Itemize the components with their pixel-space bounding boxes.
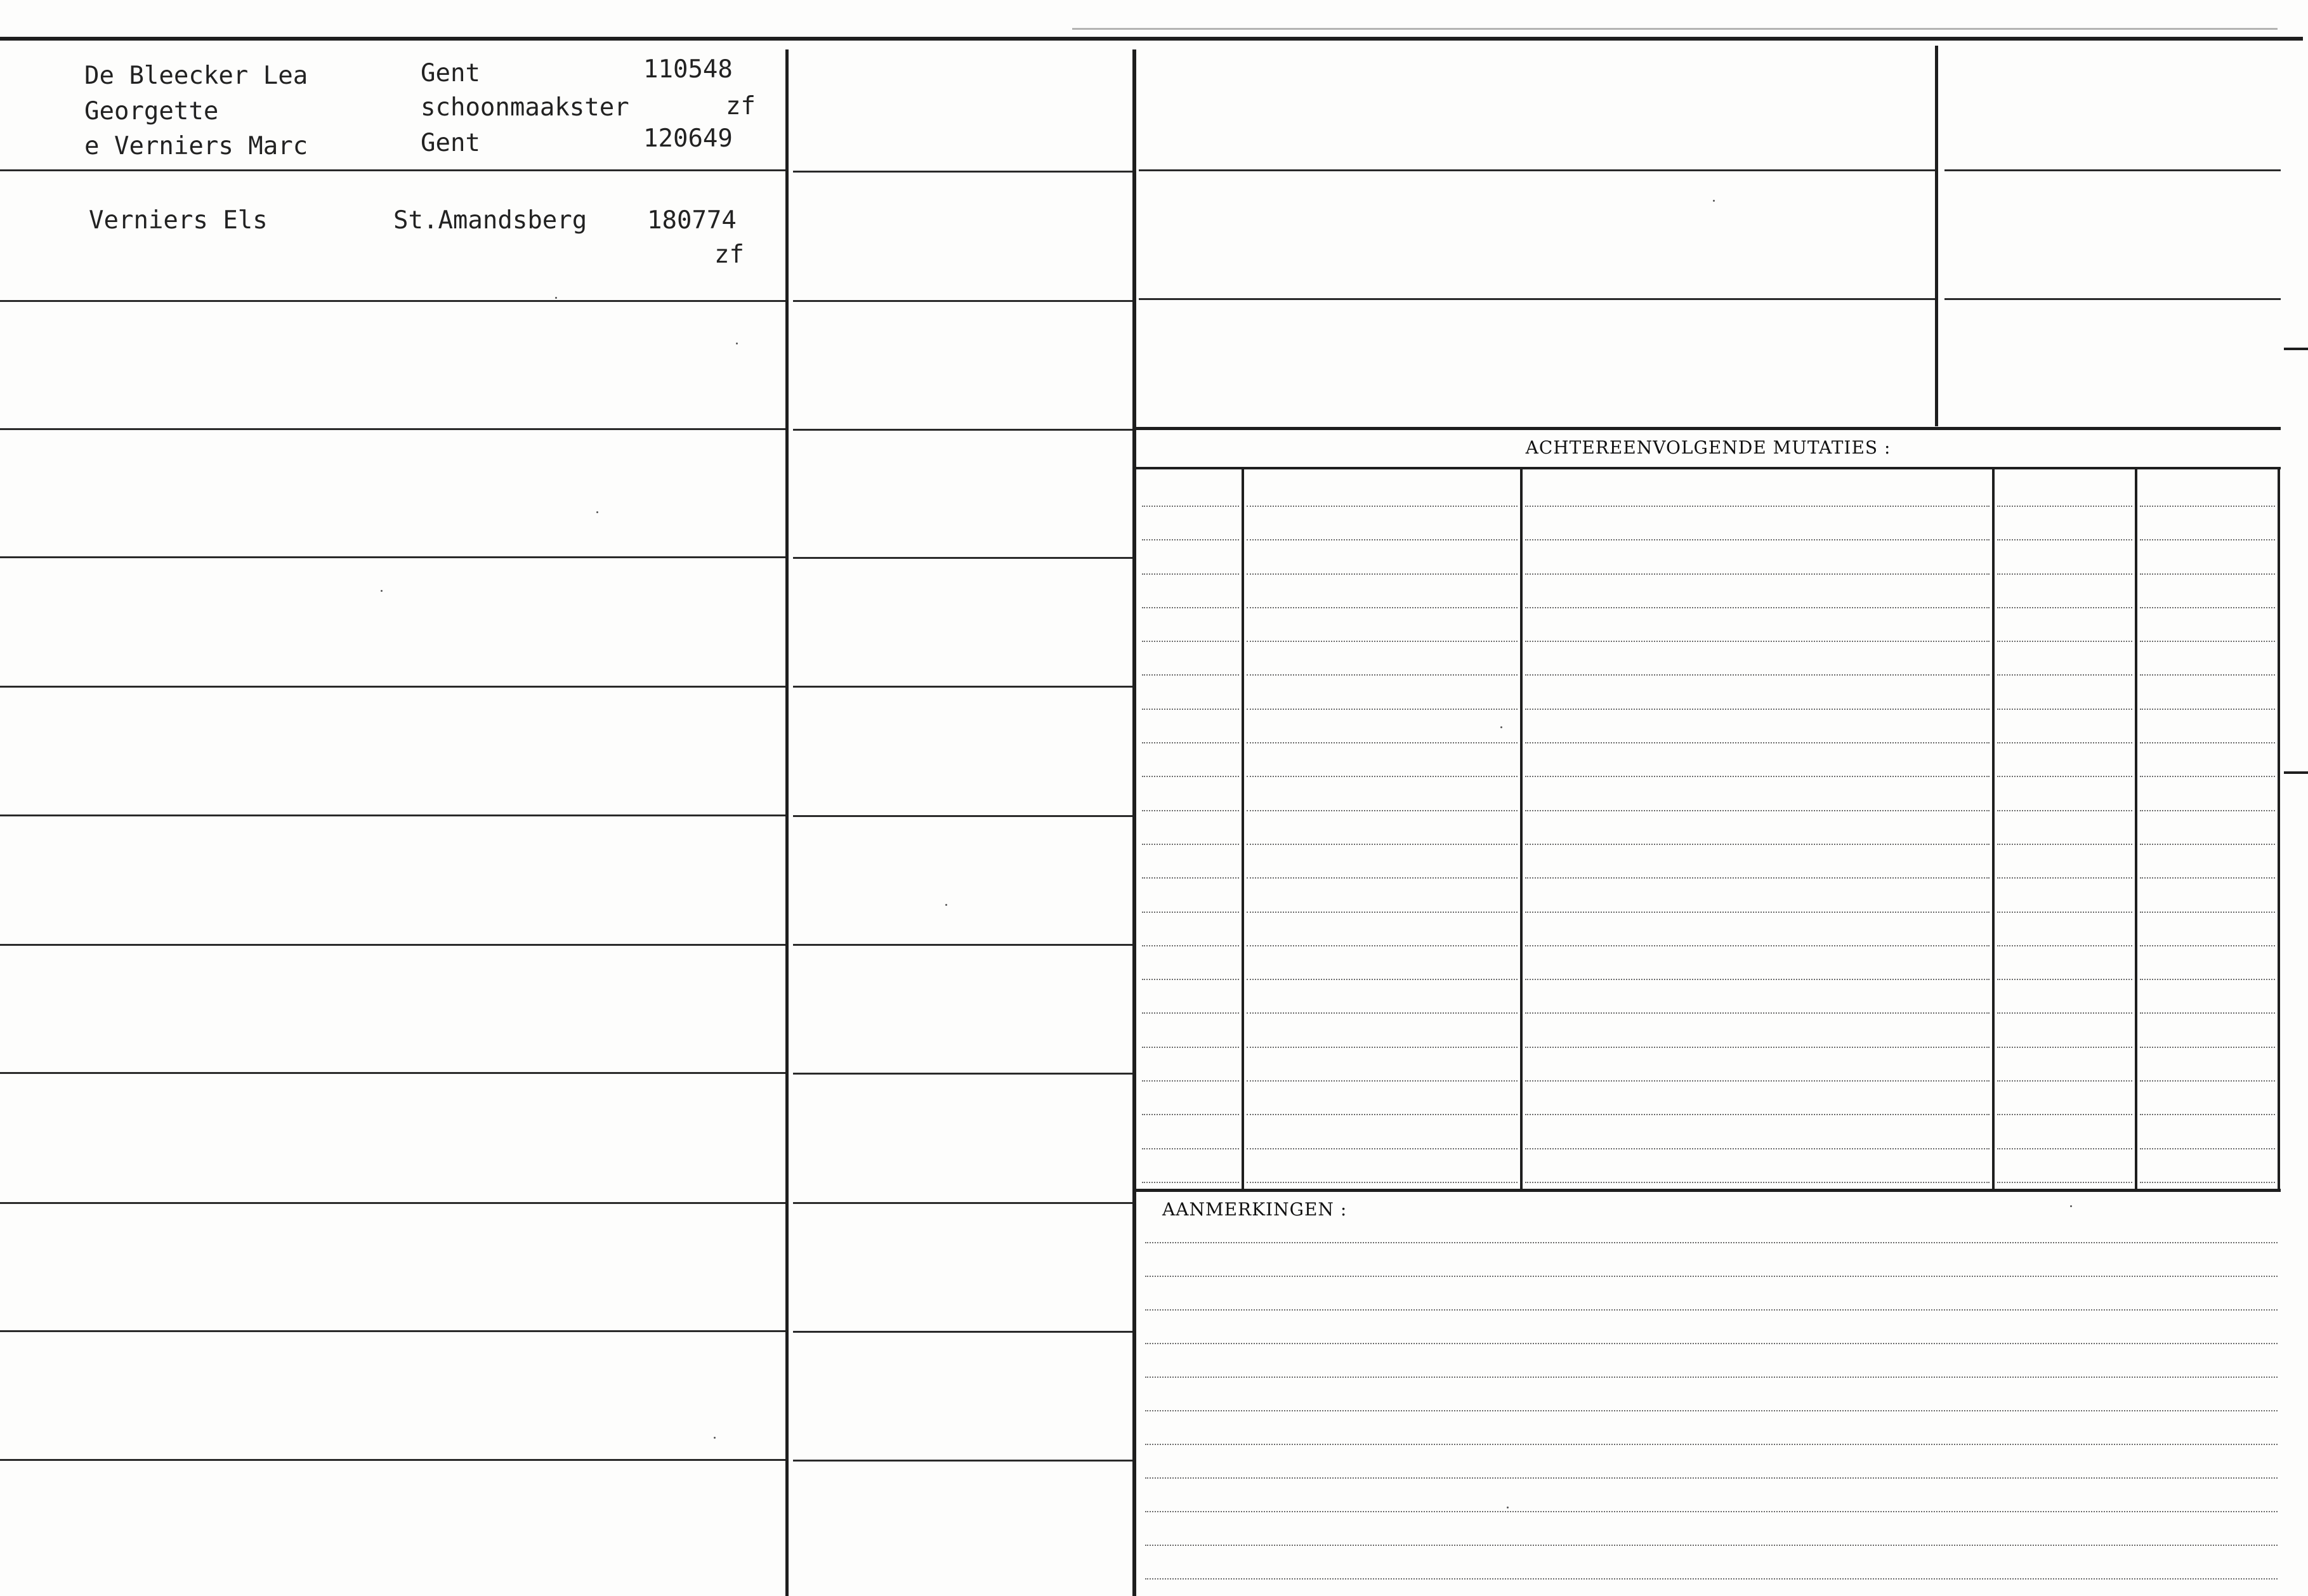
- mutations-ruled-line: [1997, 1080, 2132, 1082]
- right-row-line: [1139, 169, 1935, 171]
- mutations-ruled-line: [1997, 844, 2132, 845]
- mutations-ruled-line: [1997, 1012, 2132, 1014]
- mutations-ruled-line: [1142, 1114, 1239, 1115]
- mutations-ruled-line: [1247, 674, 1518, 676]
- mutations-ruled-line: [1525, 979, 1990, 980]
- left-column-divider: [785, 49, 789, 1596]
- middle-row-line: [793, 815, 1132, 817]
- mutations-ruled-line: [1997, 1047, 2132, 1048]
- mutations-ruled-line: [1247, 607, 1518, 608]
- mutations-ruled-line: [1997, 979, 2132, 980]
- mutations-ruled-line: [1142, 945, 1239, 946]
- top-border: [0, 37, 2303, 41]
- mutations-ruled-line: [1142, 776, 1239, 777]
- remarks-ruled-line: [1145, 1444, 2278, 1445]
- entry-1-occupation: schoonmaakster: [421, 93, 629, 122]
- right-upper-divider: [1935, 46, 1938, 426]
- mutations-ruled-line: [2140, 1012, 2275, 1014]
- mutations-ruled-line: [1997, 877, 2132, 879]
- mutations-ruled-line: [1525, 945, 1990, 946]
- right-row-line: [1944, 169, 2281, 171]
- row-line: [0, 428, 785, 430]
- scan-speck: [736, 343, 738, 344]
- right-row-line: [1139, 298, 1935, 300]
- row-line: [0, 1459, 785, 1461]
- remarks-ruled-line: [1145, 1477, 2278, 1479]
- entry-2-name: Verniers Els: [89, 206, 268, 235]
- entry-1-date-1: 110548: [643, 55, 733, 84]
- remarks-ruled-line: [1145, 1276, 2278, 1277]
- mutations-ruled-line: [2140, 674, 2275, 676]
- mutations-ruled-line: [2140, 573, 2275, 575]
- mutations-ruled-line: [1142, 607, 1239, 608]
- mutations-ruled-line: [1247, 539, 1518, 540]
- middle-row-line: [793, 1331, 1132, 1333]
- remarks-heading: AANMERKINGEN :: [1162, 1199, 1347, 1220]
- mutations-ruled-line: [1247, 641, 1518, 642]
- mutations-ruled-line: [1997, 1182, 2132, 1183]
- mutations-ruled-line: [1525, 1080, 1990, 1082]
- mutations-ruled-line: [2140, 1182, 2275, 1183]
- remarks-ruled-line: [1145, 1377, 2278, 1378]
- mutations-ruled-line: [1997, 1148, 2132, 1149]
- mutations-ruled-line: [1142, 1080, 1239, 1082]
- mutations-ruled-line: [1997, 539, 2132, 540]
- mutations-ruled-line: [1142, 573, 1239, 575]
- row-line: [0, 169, 785, 171]
- scan-speck: [555, 297, 557, 299]
- scan-speck: [1713, 200, 1715, 202]
- mutations-ruled-line: [1247, 1182, 1518, 1183]
- mutations-ruled-line: [1142, 844, 1239, 845]
- mutations-ruled-line: [1142, 1182, 1239, 1183]
- middle-row-line: [793, 944, 1132, 946]
- middle-column-divider: [1132, 49, 1136, 1596]
- mutations-ruled-line: [1247, 1047, 1518, 1048]
- entry-1-place-2: Gent: [421, 129, 480, 157]
- mutations-ruled-line: [1247, 979, 1518, 980]
- mutations-ruled-line: [1525, 674, 1990, 676]
- mutations-ruled-line: [1997, 506, 2132, 507]
- mutations-ruled-line: [1142, 912, 1239, 913]
- mutations-ruled-line: [1525, 877, 1990, 879]
- mutations-ruled-line: [1997, 674, 2132, 676]
- entry-2-place: St.Amandsberg: [393, 206, 587, 235]
- mutations-ruled-line: [2140, 607, 2275, 608]
- entry-2-date: 180774: [647, 206, 737, 235]
- mutations-ruled-line: [1997, 641, 2132, 642]
- mutations-ruled-line: [1247, 1080, 1518, 1082]
- mutations-ruled-line: [1247, 709, 1518, 710]
- middle-row-line: [793, 557, 1132, 559]
- row-line: [0, 944, 785, 946]
- remarks-ruled-line: [1145, 1309, 2278, 1311]
- mutations-ruled-line: [2140, 945, 2275, 946]
- mutations-ruled-line: [1525, 1047, 1990, 1048]
- mutations-ruled-line: [1247, 776, 1518, 777]
- mutations-ruled-line: [1142, 674, 1239, 676]
- mutations-ruled-line: [1142, 539, 1239, 540]
- mutations-ruled-line: [1247, 1012, 1518, 1014]
- scan-speck: [2070, 1205, 2072, 1207]
- mutations-top-border: [1136, 427, 2281, 430]
- mutations-ruled-line: [1525, 641, 1990, 642]
- mutations-ruled-line: [1997, 810, 2132, 811]
- right-edge-tick: [2284, 348, 2308, 350]
- mutations-ruled-line: [2140, 877, 2275, 879]
- mutations-ruled-line: [1142, 506, 1239, 507]
- scan-speck: [714, 1437, 716, 1439]
- middle-row-line: [793, 171, 1132, 173]
- mutations-ruled-line: [1247, 945, 1518, 946]
- mutations-ruled-line: [2140, 1148, 2275, 1149]
- mutations-column-divider: [1520, 469, 1523, 1189]
- mutations-ruled-line: [1997, 709, 2132, 710]
- mutations-column-divider: [1992, 469, 1995, 1189]
- remarks-ruled-line: [1145, 1343, 2278, 1344]
- remarks-ruled-line: [1145, 1410, 2278, 1411]
- mutations-header-rule: [1136, 467, 2281, 469]
- mutations-ruled-line: [1525, 539, 1990, 540]
- mutations-ruled-line: [1142, 1047, 1239, 1048]
- entry-1-name-line-3: e Verniers Marc: [84, 132, 308, 160]
- mutations-ruled-line: [2140, 1047, 2275, 1048]
- mutations-ruled-line: [1142, 877, 1239, 879]
- mutations-ruled-line: [2140, 912, 2275, 913]
- remarks-ruled-line: [1145, 1578, 2278, 1580]
- mutations-ruled-line: [2140, 810, 2275, 811]
- row-line: [0, 1072, 785, 1074]
- mutations-right-border: [2278, 469, 2280, 1189]
- mutations-ruled-line: [2140, 742, 2275, 743]
- mutations-ruled-line: [1525, 1148, 1990, 1149]
- middle-row-line: [793, 429, 1132, 431]
- mutations-ruled-line: [1997, 607, 2132, 608]
- row-line: [0, 556, 785, 558]
- mutations-ruled-line: [1525, 810, 1990, 811]
- mutations-ruled-line: [1525, 506, 1990, 507]
- mutations-ruled-line: [1142, 979, 1239, 980]
- middle-row-line: [793, 1073, 1132, 1075]
- mutations-ruled-line: [2140, 709, 2275, 710]
- top-dashed-strip: [1072, 28, 2278, 30]
- row-line: [0, 686, 785, 688]
- mutations-ruled-line: [1247, 877, 1518, 879]
- middle-row-line: [793, 686, 1132, 688]
- mutations-ruled-line: [1142, 1148, 1239, 1149]
- mutations-ruled-line: [1525, 1182, 1990, 1183]
- mutations-ruled-line: [1525, 912, 1990, 913]
- entry-1-note: zf: [726, 92, 756, 121]
- mutations-column-divider: [2135, 469, 2137, 1189]
- mutations-ruled-line: [1997, 776, 2132, 777]
- mutations-ruled-line: [1142, 1012, 1239, 1014]
- entry-1-date-2: 120649: [643, 124, 733, 153]
- middle-row-line: [793, 1202, 1132, 1204]
- mutations-ruled-line: [1247, 573, 1518, 575]
- mutations-ruled-line: [1997, 573, 2132, 575]
- mutations-ruled-line: [1247, 506, 1518, 507]
- scan-speck: [1507, 1507, 1509, 1508]
- remarks-ruled-line: [1145, 1511, 2278, 1512]
- scan-speck: [381, 590, 383, 592]
- scan-speck: [1500, 726, 1502, 728]
- right-edge-tick: [2284, 771, 2308, 774]
- mutations-ruled-line: [2140, 506, 2275, 507]
- mutations-ruled-line: [2140, 979, 2275, 980]
- mutations-ruled-line: [1247, 1148, 1518, 1149]
- mutations-ruled-line: [1142, 810, 1239, 811]
- mutations-ruled-line: [2140, 844, 2275, 845]
- entry-1-place-1: Gent: [421, 59, 480, 88]
- mutations-ruled-line: [1247, 810, 1518, 811]
- mutations-ruled-line: [1142, 742, 1239, 743]
- middle-row-line: [793, 300, 1132, 302]
- right-row-line: [1944, 298, 2281, 300]
- row-line: [0, 1202, 785, 1204]
- entry-1-name-line-2: Georgette: [84, 97, 219, 126]
- mutations-ruled-line: [1997, 1114, 2132, 1115]
- remarks-ruled-line: [1145, 1545, 2278, 1546]
- mutations-ruled-line: [2140, 776, 2275, 777]
- mutations-ruled-line: [1525, 607, 1990, 608]
- mutations-ruled-line: [2140, 1114, 2275, 1115]
- row-line: [0, 814, 785, 816]
- mutations-ruled-line: [1247, 912, 1518, 913]
- scan-speck: [945, 904, 947, 906]
- mutations-ruled-line: [1142, 641, 1239, 642]
- row-line: [0, 300, 785, 302]
- mutations-heading: ACHTEREENVOLGENDE MUTATIES :: [1525, 437, 1891, 458]
- mutations-column-divider: [1242, 469, 1244, 1189]
- mutations-ruled-line: [1997, 945, 2132, 946]
- remarks-ruled-line: [1145, 1242, 2278, 1243]
- scan-speck: [596, 511, 598, 513]
- mutations-ruled-line: [1997, 742, 2132, 743]
- middle-row-line: [793, 1460, 1132, 1462]
- mutations-ruled-line: [1525, 573, 1990, 575]
- mutations-ruled-line: [1525, 709, 1990, 710]
- mutations-ruled-line: [1525, 1012, 1990, 1014]
- mutations-ruled-line: [2140, 1080, 2275, 1082]
- mutations-ruled-line: [1525, 1114, 1990, 1115]
- entry-2-note: zf: [714, 240, 744, 269]
- entry-1-name-line-1: De Bleecker Lea: [84, 62, 308, 90]
- mutations-ruled-line: [1997, 912, 2132, 913]
- mutations-ruled-line: [1525, 776, 1990, 777]
- mutations-bottom-border: [1136, 1189, 2281, 1192]
- mutations-ruled-line: [1525, 742, 1990, 743]
- mutations-ruled-line: [1525, 844, 1990, 845]
- mutations-ruled-line: [1142, 709, 1239, 710]
- mutations-ruled-line: [2140, 641, 2275, 642]
- mutations-ruled-line: [1247, 742, 1518, 743]
- mutations-ruled-line: [1247, 1114, 1518, 1115]
- mutations-ruled-line: [1247, 844, 1518, 845]
- row-line: [0, 1330, 785, 1332]
- mutations-ruled-line: [2140, 539, 2275, 540]
